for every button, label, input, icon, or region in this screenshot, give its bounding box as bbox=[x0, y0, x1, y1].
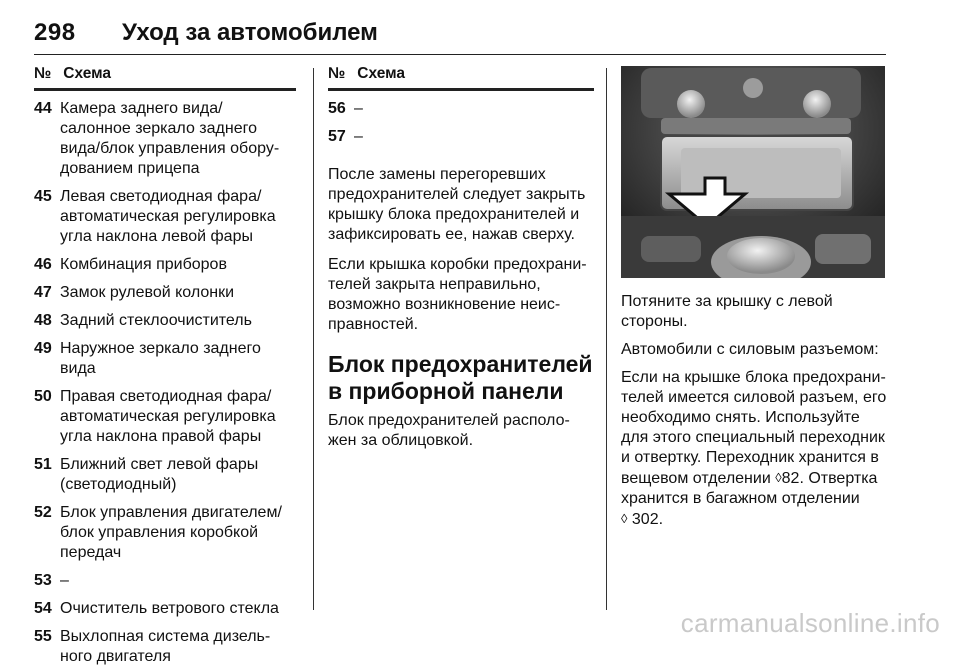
row-number: 50 bbox=[34, 388, 52, 405]
text-segment: . bbox=[658, 511, 664, 528]
dashboard-illustration bbox=[621, 66, 885, 278]
row-description: Комбинация приборов bbox=[60, 256, 227, 273]
row-description: Задний стеклоочиститель bbox=[60, 312, 252, 329]
page-number: 298 bbox=[34, 19, 76, 46]
row-description: Замок рулевой колонки bbox=[60, 284, 235, 301]
row-number: 47 bbox=[34, 284, 52, 301]
column-scheme-header: Схема bbox=[63, 65, 112, 82]
table-header bbox=[34, 63, 296, 91]
column-number-header: № bbox=[34, 65, 52, 82]
page-title: Уход за автомобилем bbox=[122, 19, 378, 46]
paragraph: Блок предохранителей располо-жен за облицовкой. bbox=[328, 412, 570, 449]
page-reference-icon: ◊ bbox=[621, 511, 628, 526]
row-number: 48 bbox=[34, 312, 52, 329]
table-row bbox=[34, 503, 296, 563]
row-number: 49 bbox=[34, 340, 52, 357]
middle-column bbox=[328, 63, 594, 451]
row-description: – bbox=[354, 128, 363, 145]
instrument-panel-photo bbox=[621, 66, 885, 278]
row-description: – bbox=[60, 572, 69, 589]
table-row bbox=[34, 339, 296, 379]
row-description: Блок управления двигателем/ блок управления коробкой передач bbox=[60, 504, 282, 561]
row-number: 55 bbox=[34, 628, 52, 645]
page-reference[interactable]: 302 bbox=[631, 511, 659, 528]
page-reference[interactable]: 82 bbox=[781, 470, 800, 487]
page-header bbox=[34, 14, 886, 55]
row-number: 52 bbox=[34, 504, 52, 521]
row-description: Наружное зеркало заднего вида bbox=[60, 340, 261, 377]
row-number: 45 bbox=[34, 188, 52, 205]
row-number: 54 bbox=[34, 600, 52, 617]
row-number: 51 bbox=[34, 456, 52, 473]
row-description: Камера заднего вида/ салонное зеркало заднего вида/блок управления обору-дованием прицепа bbox=[60, 100, 280, 177]
row-number: 53 bbox=[34, 572, 52, 589]
row-description: Левая светодиодная фара/ автоматическая регулировка угла наклона левой фары bbox=[60, 188, 276, 245]
page-reference-icon: ◊ bbox=[775, 470, 782, 485]
text-segment: . Отвертка хранится в багажном отделении bbox=[621, 470, 878, 507]
paragraph: После замены перегоревших предохранителей следует закрыть крышку блока предохранителей и зафиксировать ее, нажав сверху. bbox=[328, 166, 586, 243]
table-row bbox=[34, 283, 296, 303]
column-scheme-header: Схема bbox=[357, 65, 406, 82]
row-number: 44 bbox=[34, 100, 52, 117]
text-segment: Если на крышке блока предохрани-телей имеется силовой разъем, его необходимо снять. Используйте для этого специальный переходник и отвертку. Переходник хранится в вещевом отделении bbox=[621, 369, 887, 487]
table-header bbox=[328, 63, 594, 91]
row-number: 56 bbox=[328, 100, 346, 117]
column-divider bbox=[313, 68, 314, 610]
paragraph: Потяните за крышку с левой стороны. bbox=[621, 293, 833, 330]
table-row bbox=[34, 627, 296, 667]
row-description: Ближний свет левой фары (светодиодный) bbox=[60, 456, 259, 493]
paragraph: Автомобили с силовым разъемом: bbox=[621, 341, 879, 358]
paragraph bbox=[621, 368, 887, 530]
fuse-table-left bbox=[34, 63, 296, 667]
row-description: Очиститель ветрового стекла bbox=[60, 600, 279, 617]
table-row bbox=[328, 99, 594, 119]
right-column bbox=[621, 63, 887, 530]
table-row bbox=[34, 311, 296, 331]
row-number: 57 bbox=[328, 128, 346, 145]
row-description: Выхлопная система дизель-ного двигателя bbox=[60, 628, 271, 665]
table-row bbox=[34, 599, 296, 619]
row-number: 46 bbox=[34, 256, 52, 273]
table-row bbox=[34, 571, 296, 591]
column-divider bbox=[606, 68, 607, 610]
table-row bbox=[34, 387, 296, 447]
row-description: – bbox=[354, 100, 363, 117]
table-row bbox=[328, 127, 594, 147]
column-number-header: № bbox=[328, 65, 346, 82]
row-description: Правая светодиодная фара/ автоматическая регулировка угла наклона правой фары bbox=[60, 388, 276, 445]
watermark: carmanualsonline.info bbox=[680, 608, 940, 638]
paragraph: Если крышка коробки предохрани-телей закрыта неправильно, возможно возникновение неис-правностей. bbox=[328, 256, 587, 333]
table-row bbox=[34, 99, 296, 179]
table-row bbox=[34, 455, 296, 495]
table-row bbox=[34, 187, 296, 247]
section-heading: Блок предохранителей в приборной панели bbox=[328, 351, 593, 404]
table-row bbox=[34, 255, 296, 275]
